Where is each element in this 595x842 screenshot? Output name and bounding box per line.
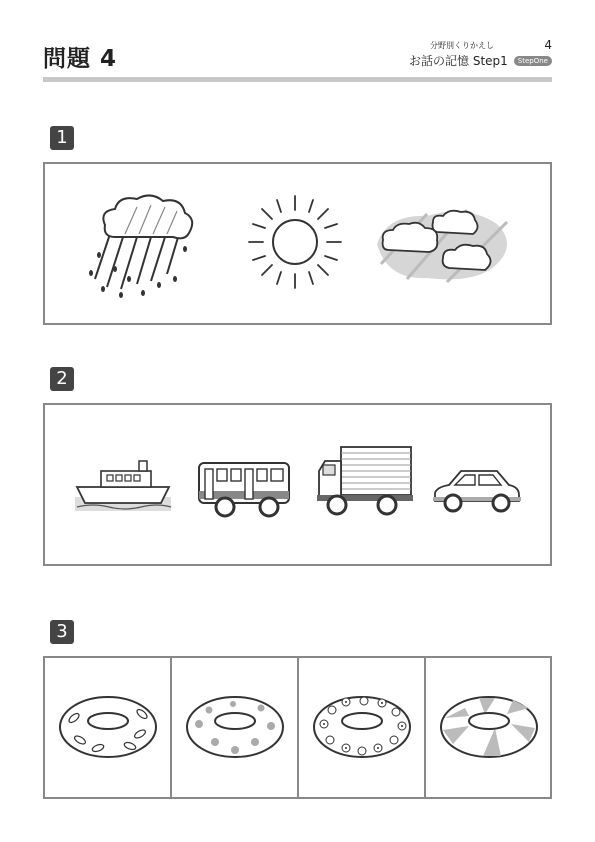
bus-icon [197, 461, 293, 519]
truck-icon [315, 445, 415, 517]
header-info [392, 38, 552, 68]
series-label: 分野別くりかえし [430, 41, 494, 50]
header-divider [43, 77, 552, 82]
page-number: 4 [544, 38, 552, 52]
choice-cell-2[interactable] [172, 658, 299, 797]
car-icon [431, 465, 523, 517]
question-2-panel [43, 403, 552, 566]
question-number-2: 2 [50, 367, 74, 391]
question-number-1: 1 [50, 126, 74, 150]
float-ring-dots [185, 694, 285, 760]
float-ring-flowers [312, 694, 412, 760]
clouds-icon [367, 194, 517, 294]
float-ring-stripes [439, 694, 539, 760]
question-3-panel [43, 656, 552, 799]
ship-icon [73, 457, 173, 517]
float-ring-leaves [58, 694, 158, 760]
step-badge: StepOne [514, 56, 552, 66]
choice-cell-1[interactable] [45, 658, 172, 797]
rain-cloud-icon [85, 189, 205, 299]
page-title: 問題 4 [43, 46, 118, 72]
choice-cell-3[interactable] [299, 658, 426, 797]
sun-icon [245, 192, 345, 292]
question-number-3: 3 [50, 620, 74, 644]
choice-cell-4[interactable] [426, 658, 550, 797]
book-title: お話の記憶 Step1 [409, 54, 508, 68]
question-1-panel [43, 162, 552, 325]
